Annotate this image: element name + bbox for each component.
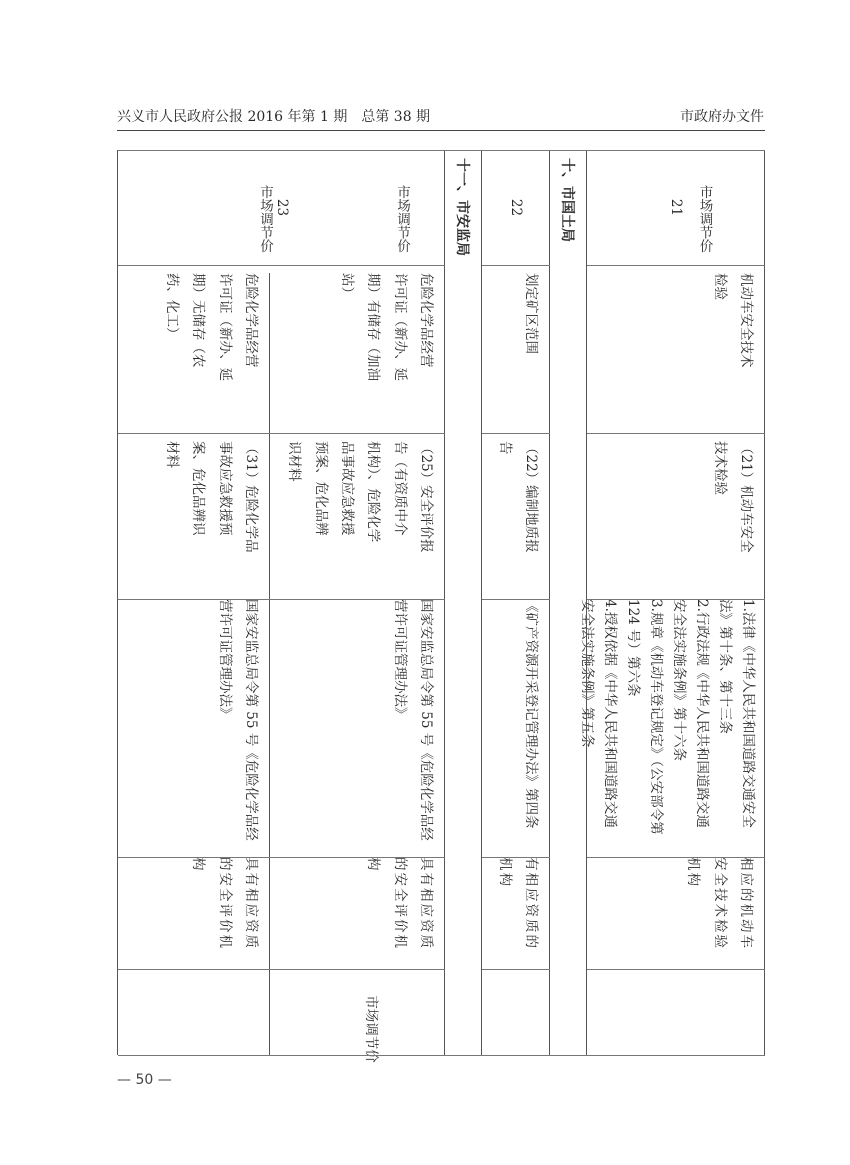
pricing-method: 市场调节价 xyxy=(394,185,410,253)
upper-columns xyxy=(119,150,765,288)
pricing-method: 市场调节价 xyxy=(696,185,713,253)
service-item: 划定矿区范围 xyxy=(523,273,539,354)
row-number: 21 xyxy=(668,198,685,217)
service-agency: 相应的机动车 安全技术检验 机构 xyxy=(685,857,754,950)
section-header: 市政府办文件 xyxy=(680,109,764,125)
row-number: 22 xyxy=(508,198,525,217)
legal-basis: 《矿产资源开采登记管理办法》第四条 xyxy=(523,599,539,829)
legal-basis: 1.法律《中华人民共和国道路交通安全 法》第十条、第十三条 2.行政法规《中华人民共和国道路交通 安全法实施条例》第十六条 3.规章《机动车登记规定》（公安部令第 124 号）第六条 4.授权依据《中华人民共和国道路交通 安全法实施条例》第五条 xyxy=(579,599,756,835)
legal-basis: 国家安监总局令第 55 号《危险化学品经 营许可证管理办法》 xyxy=(216,599,259,841)
required-material: （31）危险化学品 事故应急救援预 案、危化品辨识 材料 xyxy=(164,441,259,553)
publication-header: 兴义市人民政府公报 2016 年第 1 期 总第 38 期 xyxy=(117,109,431,125)
section-heading: 十一、市安监局 xyxy=(454,158,471,256)
required-material: （25）安全评价报 告（有资质中介 机构）、危险化学 品事故应急救援 预案、危化品辨 识材料 xyxy=(286,441,434,553)
pricing-method: 市场调节价 xyxy=(362,995,379,1063)
page-number: — 50 — xyxy=(117,1072,172,1088)
row-number: 23 xyxy=(273,198,290,217)
service-agency: 有相应资质的 机构 xyxy=(496,857,539,950)
required-material: （22）编制地质报 告 xyxy=(496,441,539,553)
section-heading: 十、市国土局 xyxy=(559,158,576,242)
required-material: （21）机动车安全 技术检验 xyxy=(711,441,754,553)
header-rule xyxy=(117,130,765,131)
service-item: 机动车安全技术 检验 xyxy=(711,273,754,368)
pricing-method: 市场调节价 xyxy=(257,185,273,253)
service-agency: 具有相应资质 的安全评价机 构 xyxy=(190,857,259,950)
service-item: 危险化学品经营 许可证（新办、延 期）有储存（加油 站） xyxy=(339,273,434,381)
service-agency: 具有相应资质 的安全评价机 构 xyxy=(365,857,434,950)
service-item: 危险化学品经营 许可证（新办、延 期）无储存（农 药、化工） xyxy=(164,273,259,381)
legal-basis: 国家安监总局令第 55 号《危险化学品经 营许可证管理办法》 xyxy=(391,599,434,841)
